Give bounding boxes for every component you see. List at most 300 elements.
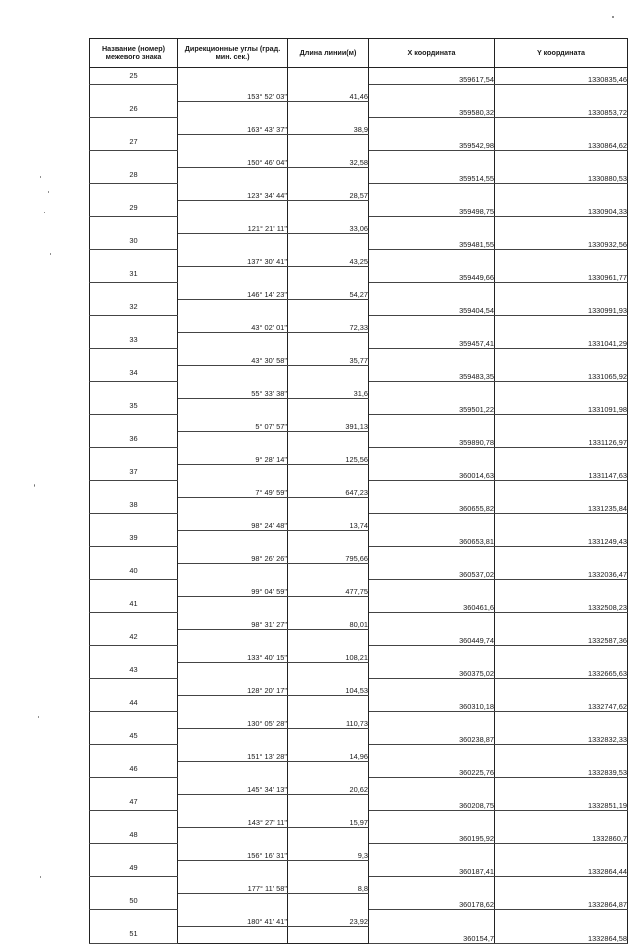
direction-angle: 145° 34' 13" bbox=[178, 778, 288, 795]
empty-cell bbox=[288, 365, 369, 382]
point-name: 39 bbox=[90, 530, 178, 547]
point-name: 36 bbox=[90, 431, 178, 448]
empty-cell bbox=[90, 679, 178, 696]
empty-cell bbox=[288, 827, 369, 844]
empty-cell bbox=[90, 514, 178, 531]
x-coordinate: 359580,32 bbox=[369, 101, 495, 118]
empty-cell bbox=[369, 283, 495, 300]
point-row bbox=[90, 332, 628, 349]
empty-cell bbox=[495, 679, 628, 696]
empty-cell bbox=[495, 448, 628, 465]
y-coordinate: 1332747,62 bbox=[495, 695, 628, 712]
x-coordinate: 359481,55 bbox=[369, 233, 495, 250]
segment-row bbox=[90, 184, 628, 201]
x-coordinate: 359449,66 bbox=[369, 266, 495, 283]
segment-row bbox=[90, 745, 628, 762]
header-name: Название (номер) межевого знака bbox=[90, 39, 178, 68]
empty-cell bbox=[90, 283, 178, 300]
point-row bbox=[90, 926, 628, 943]
y-coordinate: 1331041,29 bbox=[495, 332, 628, 349]
line-length: 54,27 bbox=[288, 283, 369, 300]
y-coordinate: 1332832,33 bbox=[495, 728, 628, 745]
point-row bbox=[90, 596, 628, 613]
point-name: 34 bbox=[90, 365, 178, 382]
empty-cell bbox=[495, 580, 628, 597]
header-angle: Дирекционные углы (град. мин. сек.) bbox=[178, 39, 288, 68]
empty-cell bbox=[178, 497, 288, 514]
point-row bbox=[90, 860, 628, 877]
segment-row bbox=[90, 844, 628, 861]
empty-cell bbox=[288, 596, 369, 613]
empty-cell bbox=[288, 695, 369, 712]
line-length: 391,13 bbox=[288, 415, 369, 432]
x-coordinate: 360310,18 bbox=[369, 695, 495, 712]
empty-cell bbox=[369, 514, 495, 531]
line-length: 13,74 bbox=[288, 514, 369, 531]
empty-cell bbox=[495, 547, 628, 564]
empty-cell bbox=[178, 761, 288, 778]
empty-cell bbox=[288, 101, 369, 118]
empty-cell bbox=[288, 662, 369, 679]
point-name: 29 bbox=[90, 200, 178, 217]
empty-cell bbox=[288, 398, 369, 415]
empty-cell bbox=[495, 514, 628, 531]
y-coordinate: 1331065,92 bbox=[495, 365, 628, 382]
empty-cell bbox=[288, 68, 369, 85]
line-length: 15,97 bbox=[288, 811, 369, 828]
direction-angle: 163° 43' 37" bbox=[178, 118, 288, 135]
segment-row bbox=[90, 877, 628, 894]
empty-cell bbox=[495, 217, 628, 234]
x-coordinate: 360014,63 bbox=[369, 464, 495, 481]
x-coordinate: 359890,78 bbox=[369, 431, 495, 448]
direction-angle: 143° 27' 11" bbox=[178, 811, 288, 828]
y-coordinate: 1332864,58 bbox=[495, 926, 628, 943]
x-coordinate: 359542,98 bbox=[369, 134, 495, 151]
line-length: 38,9 bbox=[288, 118, 369, 135]
line-length: 41,46 bbox=[288, 85, 369, 102]
empty-cell bbox=[495, 415, 628, 432]
empty-cell bbox=[288, 893, 369, 910]
line-length: 125,56 bbox=[288, 448, 369, 465]
empty-cell bbox=[288, 497, 369, 514]
y-coordinate: 1332036,47 bbox=[495, 563, 628, 580]
table-body bbox=[90, 68, 628, 944]
empty-cell bbox=[369, 877, 495, 894]
point-row bbox=[90, 200, 628, 217]
line-length: 80,01 bbox=[288, 613, 369, 630]
direction-angle: 98° 26' 26" bbox=[178, 547, 288, 564]
empty-cell bbox=[495, 283, 628, 300]
y-coordinate: 1330880,53 bbox=[495, 167, 628, 184]
point-row bbox=[90, 101, 628, 118]
empty-cell bbox=[90, 877, 178, 894]
empty-cell bbox=[90, 778, 178, 795]
segment-row bbox=[90, 283, 628, 300]
line-length: 35,77 bbox=[288, 349, 369, 366]
empty-cell bbox=[369, 613, 495, 630]
x-coordinate: 360195,92 bbox=[369, 827, 495, 844]
y-coordinate: 1330904,33 bbox=[495, 200, 628, 217]
empty-cell bbox=[90, 349, 178, 366]
segment-row bbox=[90, 646, 628, 663]
empty-cell bbox=[369, 448, 495, 465]
y-coordinate: 1331235,84 bbox=[495, 497, 628, 514]
direction-angle: 150° 46' 04" bbox=[178, 151, 288, 168]
empty-cell bbox=[369, 712, 495, 729]
direction-angle: 146° 14' 23" bbox=[178, 283, 288, 300]
point-name: 38 bbox=[90, 497, 178, 514]
empty-cell bbox=[288, 266, 369, 283]
empty-cell bbox=[288, 299, 369, 316]
y-coordinate: 1331126,97 bbox=[495, 431, 628, 448]
segment-row bbox=[90, 382, 628, 399]
line-length: 108,21 bbox=[288, 646, 369, 663]
empty-cell bbox=[90, 844, 178, 861]
point-name: 46 bbox=[90, 761, 178, 778]
point-name: 37 bbox=[90, 464, 178, 481]
segment-row bbox=[90, 415, 628, 432]
empty-cell bbox=[90, 415, 178, 432]
y-coordinate: 1332587,36 bbox=[495, 629, 628, 646]
direction-angle: 177° 11' 58" bbox=[178, 877, 288, 894]
empty-cell bbox=[495, 844, 628, 861]
empty-cell bbox=[495, 184, 628, 201]
empty-cell bbox=[495, 118, 628, 135]
empty-cell bbox=[90, 316, 178, 333]
empty-cell bbox=[495, 613, 628, 630]
direction-angle: 156° 16' 31" bbox=[178, 844, 288, 861]
direction-angle: 99° 04' 59" bbox=[178, 580, 288, 597]
segment-row bbox=[90, 151, 628, 168]
empty-cell bbox=[178, 464, 288, 481]
scan-speck bbox=[38, 716, 39, 718]
line-length: 104,53 bbox=[288, 679, 369, 696]
point-row bbox=[90, 662, 628, 679]
point-row bbox=[90, 827, 628, 844]
point-name: 35 bbox=[90, 398, 178, 415]
segment-row bbox=[90, 613, 628, 630]
x-coordinate: 359498,75 bbox=[369, 200, 495, 217]
point-name: 28 bbox=[90, 167, 178, 184]
empty-cell bbox=[495, 910, 628, 927]
line-length: 32,58 bbox=[288, 151, 369, 168]
empty-cell bbox=[178, 167, 288, 184]
x-coordinate: 359457,41 bbox=[369, 332, 495, 349]
empty-cell bbox=[369, 415, 495, 432]
segment-row bbox=[90, 778, 628, 795]
direction-angle: 128° 20' 17" bbox=[178, 679, 288, 696]
empty-cell bbox=[90, 118, 178, 135]
empty-cell bbox=[288, 233, 369, 250]
empty-cell bbox=[90, 580, 178, 597]
point-row bbox=[90, 497, 628, 514]
empty-cell bbox=[90, 217, 178, 234]
empty-cell bbox=[90, 547, 178, 564]
y-coordinate: 1332665,63 bbox=[495, 662, 628, 679]
point-row bbox=[90, 893, 628, 910]
x-coordinate: 360449,74 bbox=[369, 629, 495, 646]
line-length: 20,62 bbox=[288, 778, 369, 795]
point-row bbox=[90, 167, 628, 184]
segment-row bbox=[90, 679, 628, 696]
direction-angle: 123° 34' 44" bbox=[178, 184, 288, 201]
line-length: 23,92 bbox=[288, 910, 369, 927]
empty-cell bbox=[288, 563, 369, 580]
empty-cell bbox=[495, 778, 628, 795]
coordinates-table bbox=[89, 38, 628, 944]
line-length: 795,66 bbox=[288, 547, 369, 564]
point-name: 44 bbox=[90, 695, 178, 712]
segment-row bbox=[90, 217, 628, 234]
empty-cell bbox=[178, 134, 288, 151]
scan-speck bbox=[44, 212, 45, 213]
point-name: 43 bbox=[90, 662, 178, 679]
empty-cell bbox=[178, 266, 288, 283]
empty-cell bbox=[90, 184, 178, 201]
point-row bbox=[90, 629, 628, 646]
empty-cell bbox=[288, 530, 369, 547]
empty-cell bbox=[495, 712, 628, 729]
direction-angle: 137° 30' 41" bbox=[178, 250, 288, 267]
empty-cell bbox=[178, 332, 288, 349]
empty-cell bbox=[178, 662, 288, 679]
point-name: 32 bbox=[90, 299, 178, 316]
line-length: 647,23 bbox=[288, 481, 369, 498]
direction-angle: 5° 07' 57" bbox=[178, 415, 288, 432]
header-x: X координата bbox=[369, 39, 495, 68]
empty-cell bbox=[178, 893, 288, 910]
point-name: 47 bbox=[90, 794, 178, 811]
direction-angle: 130° 05' 28" bbox=[178, 712, 288, 729]
y-coordinate: 1331147,63 bbox=[495, 464, 628, 481]
empty-cell bbox=[369, 151, 495, 168]
y-coordinate: 1330991,93 bbox=[495, 299, 628, 316]
y-coordinate: 1330961,77 bbox=[495, 266, 628, 283]
y-coordinate: 1332508,23 bbox=[495, 596, 628, 613]
x-coordinate: 359617,54 bbox=[369, 68, 495, 85]
empty-cell bbox=[178, 68, 288, 85]
empty-cell bbox=[178, 530, 288, 547]
direction-angle: 55° 33' 38" bbox=[178, 382, 288, 399]
scan-speck bbox=[50, 253, 51, 255]
empty-cell bbox=[178, 365, 288, 382]
y-coordinate: 1330864,62 bbox=[495, 134, 628, 151]
empty-cell bbox=[178, 695, 288, 712]
y-coordinate: 1332864,44 bbox=[495, 860, 628, 877]
empty-cell bbox=[369, 679, 495, 696]
point-row bbox=[90, 134, 628, 151]
direction-angle: 180° 41' 41" bbox=[178, 910, 288, 927]
empty-cell bbox=[178, 794, 288, 811]
point-name: 45 bbox=[90, 728, 178, 745]
point-name: 41 bbox=[90, 596, 178, 613]
segment-row bbox=[90, 547, 628, 564]
empty-cell bbox=[90, 250, 178, 267]
empty-cell bbox=[495, 151, 628, 168]
x-coordinate: 360208,75 bbox=[369, 794, 495, 811]
empty-cell bbox=[369, 646, 495, 663]
empty-cell bbox=[369, 316, 495, 333]
empty-cell bbox=[90, 382, 178, 399]
point-name: 33 bbox=[90, 332, 178, 349]
empty-cell bbox=[178, 629, 288, 646]
scan-speck bbox=[40, 876, 41, 878]
line-length: 8,8 bbox=[288, 877, 369, 894]
point-name: 51 bbox=[90, 926, 178, 943]
direction-angle: 43° 02' 01" bbox=[178, 316, 288, 333]
point-name: 42 bbox=[90, 629, 178, 646]
point-name: 50 bbox=[90, 893, 178, 910]
empty-cell bbox=[495, 745, 628, 762]
direction-angle: 9° 28' 14" bbox=[178, 448, 288, 465]
segment-row bbox=[90, 910, 628, 927]
scan-speck bbox=[48, 191, 49, 193]
segment-row bbox=[90, 580, 628, 597]
x-coordinate: 359483,35 bbox=[369, 365, 495, 382]
empty-cell bbox=[369, 580, 495, 597]
line-length: 31,6 bbox=[288, 382, 369, 399]
empty-cell bbox=[288, 134, 369, 151]
point-name: 49 bbox=[90, 860, 178, 877]
empty-cell bbox=[369, 778, 495, 795]
empty-cell bbox=[288, 167, 369, 184]
direction-angle: 151° 13' 28" bbox=[178, 745, 288, 762]
point-name: 27 bbox=[90, 134, 178, 151]
empty-cell bbox=[369, 844, 495, 861]
empty-cell bbox=[288, 794, 369, 811]
line-length: 43,25 bbox=[288, 250, 369, 267]
empty-cell bbox=[495, 481, 628, 498]
empty-cell bbox=[369, 118, 495, 135]
point-row bbox=[90, 431, 628, 448]
empty-cell bbox=[288, 926, 369, 943]
empty-cell bbox=[90, 910, 178, 927]
y-coordinate: 1330835,46 bbox=[495, 68, 628, 85]
point-row bbox=[90, 233, 628, 250]
empty-cell bbox=[178, 596, 288, 613]
empty-cell bbox=[178, 827, 288, 844]
empty-cell bbox=[178, 926, 288, 943]
point-row bbox=[90, 761, 628, 778]
direction-angle: 133° 40' 15" bbox=[178, 646, 288, 663]
empty-cell bbox=[288, 431, 369, 448]
empty-cell bbox=[495, 85, 628, 102]
empty-cell bbox=[90, 448, 178, 465]
x-coordinate: 359404,54 bbox=[369, 299, 495, 316]
segment-row bbox=[90, 811, 628, 828]
empty-cell bbox=[178, 233, 288, 250]
line-length: 28,57 bbox=[288, 184, 369, 201]
y-coordinate: 1330932,56 bbox=[495, 233, 628, 250]
y-coordinate: 1332839,53 bbox=[495, 761, 628, 778]
x-coordinate: 360537,02 bbox=[369, 563, 495, 580]
y-coordinate: 1332864,87 bbox=[495, 893, 628, 910]
line-length: 110,73 bbox=[288, 712, 369, 729]
y-coordinate: 1332860,7 bbox=[495, 827, 628, 844]
empty-cell bbox=[178, 299, 288, 316]
point-name: 48 bbox=[90, 827, 178, 844]
segment-row bbox=[90, 349, 628, 366]
empty-cell bbox=[369, 910, 495, 927]
empty-cell bbox=[90, 712, 178, 729]
x-coordinate: 359514,55 bbox=[369, 167, 495, 184]
empty-cell bbox=[369, 184, 495, 201]
empty-cell bbox=[178, 398, 288, 415]
empty-cell bbox=[178, 101, 288, 118]
empty-cell bbox=[369, 349, 495, 366]
empty-cell bbox=[495, 811, 628, 828]
point-name: 25 bbox=[90, 68, 178, 85]
empty-cell bbox=[495, 316, 628, 333]
segment-row bbox=[90, 316, 628, 333]
point-row bbox=[90, 530, 628, 547]
line-length: 9,3 bbox=[288, 844, 369, 861]
x-coordinate: 360375,02 bbox=[369, 662, 495, 679]
header-length: Длина линии(м) bbox=[288, 39, 369, 68]
line-length: 72,33 bbox=[288, 316, 369, 333]
empty-cell bbox=[288, 464, 369, 481]
point-row bbox=[90, 398, 628, 415]
segment-row bbox=[90, 481, 628, 498]
point-name: 26 bbox=[90, 101, 178, 118]
header-y: Y координата bbox=[495, 39, 628, 68]
empty-cell bbox=[369, 481, 495, 498]
table-header bbox=[90, 39, 628, 68]
point-row bbox=[90, 68, 628, 85]
x-coordinate: 360178,62 bbox=[369, 893, 495, 910]
x-coordinate: 359501,22 bbox=[369, 398, 495, 415]
y-coordinate: 1332851,19 bbox=[495, 794, 628, 811]
empty-cell bbox=[178, 860, 288, 877]
direction-angle: 7° 49' 59" bbox=[178, 481, 288, 498]
scan-speck bbox=[612, 16, 614, 18]
empty-cell bbox=[90, 151, 178, 168]
scan-speck bbox=[34, 484, 35, 487]
empty-cell bbox=[495, 646, 628, 663]
line-length: 14,96 bbox=[288, 745, 369, 762]
empty-cell bbox=[90, 85, 178, 102]
direction-angle: 153° 52' 03" bbox=[178, 85, 288, 102]
empty-cell bbox=[495, 349, 628, 366]
point-name: 40 bbox=[90, 563, 178, 580]
segment-row bbox=[90, 250, 628, 267]
empty-cell bbox=[90, 811, 178, 828]
empty-cell bbox=[495, 382, 628, 399]
x-coordinate: 360187,41 bbox=[369, 860, 495, 877]
empty-cell bbox=[369, 745, 495, 762]
empty-cell bbox=[90, 646, 178, 663]
y-coordinate: 1330853,72 bbox=[495, 101, 628, 118]
empty-cell bbox=[495, 877, 628, 894]
x-coordinate: 360653,81 bbox=[369, 530, 495, 547]
point-row bbox=[90, 695, 628, 712]
point-row bbox=[90, 563, 628, 580]
point-name: 31 bbox=[90, 266, 178, 283]
empty-cell bbox=[178, 200, 288, 217]
empty-cell bbox=[90, 613, 178, 630]
empty-cell bbox=[369, 217, 495, 234]
scan-speck bbox=[40, 176, 41, 178]
empty-cell bbox=[369, 382, 495, 399]
line-length: 477,75 bbox=[288, 580, 369, 597]
point-row bbox=[90, 299, 628, 316]
point-row bbox=[90, 464, 628, 481]
empty-cell bbox=[288, 761, 369, 778]
point-row bbox=[90, 266, 628, 283]
y-coordinate: 1331091,98 bbox=[495, 398, 628, 415]
point-row bbox=[90, 365, 628, 382]
